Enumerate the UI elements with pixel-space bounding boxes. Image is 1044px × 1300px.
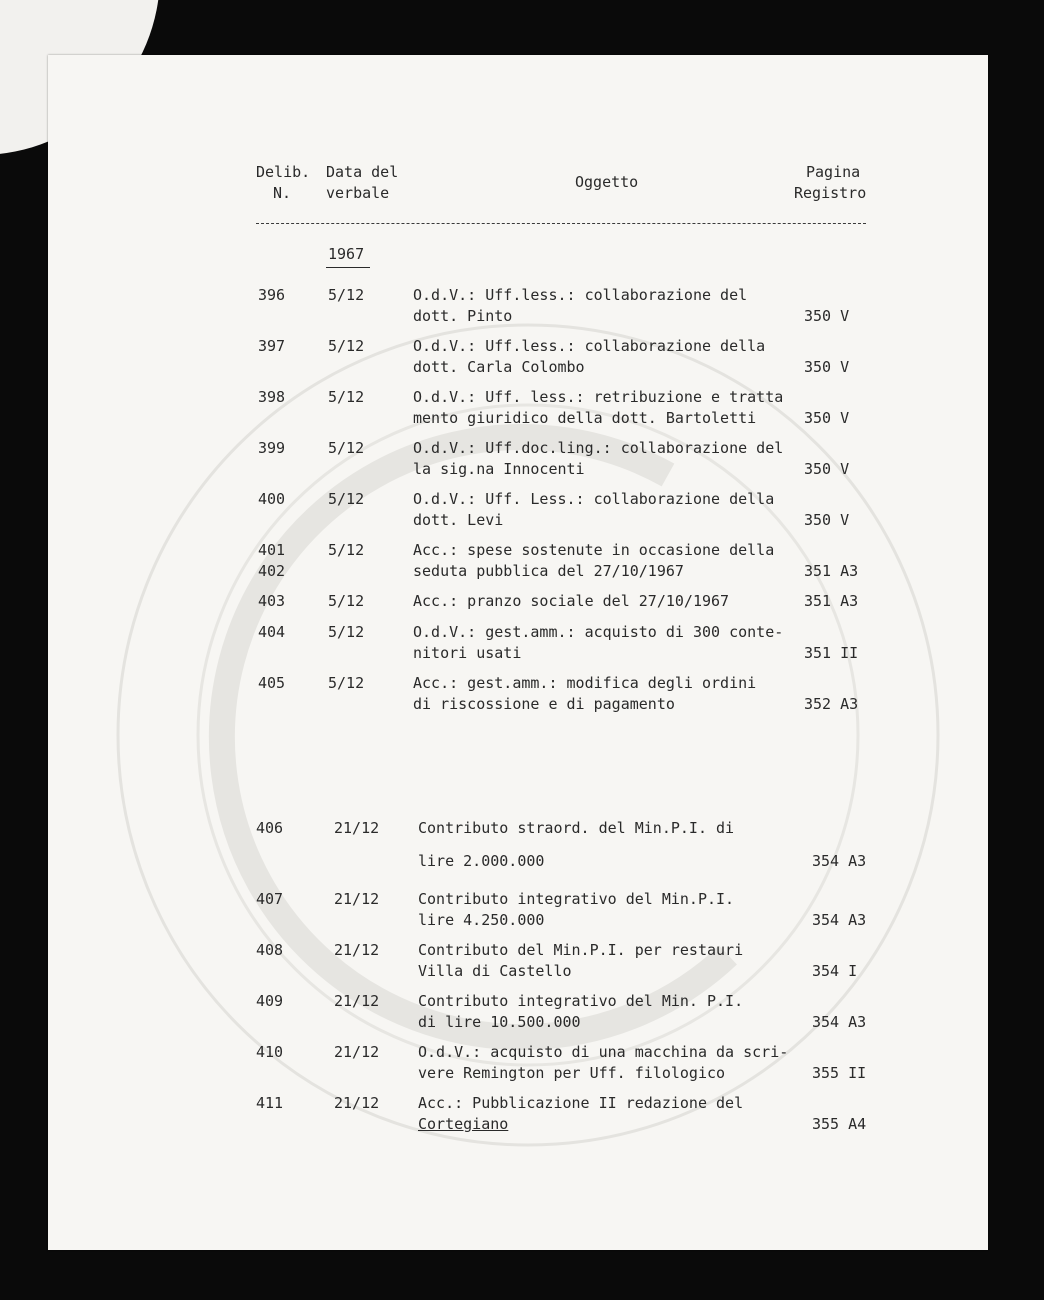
entry-number: 401	[258, 541, 286, 559]
entry-register-page: 350 V	[804, 358, 850, 376]
entry-register-page: 351 II	[804, 644, 859, 662]
entry-register-page: 350 V	[804, 307, 850, 325]
entry-register-page: 352 A3	[804, 695, 859, 713]
entry-subject-line1: Acc.: spese sostenute in occasione della	[413, 541, 775, 559]
entry-register-page: 351 A3	[804, 592, 859, 610]
entry-number: 407	[256, 890, 284, 908]
entry-date: 5/12	[328, 490, 365, 508]
header-n: N.	[273, 184, 292, 202]
entry-subject-line2: seduta pubblica del 27/10/1967	[413, 562, 684, 580]
entry-date: 5/12	[328, 388, 365, 406]
entry-number: 409	[256, 992, 284, 1010]
entry-register-page: 354 A3	[812, 852, 867, 870]
entry-subject-line1: O.d.V.: Uff.less.: collaborazione del	[413, 286, 748, 304]
year-underline	[326, 267, 370, 268]
entry-subject-line2: dott. Pinto	[413, 307, 513, 325]
entry-number: 405	[258, 674, 286, 692]
entry-date: 5/12	[328, 674, 365, 692]
entry-register-page: 355 A4	[812, 1115, 867, 1133]
entry-subject-line2: dott. Carla Colombo	[413, 358, 585, 376]
entry-number: 408	[256, 941, 284, 959]
entry-date: 21/12	[334, 992, 380, 1010]
entry-subject-line1: Acc.: Pubblicazione II redazione del	[418, 1094, 744, 1112]
entry-subject-line1: O.d.V.: gest.amm.: acquisto di 300 conte-	[413, 623, 784, 641]
entry-date: 21/12	[334, 1094, 380, 1112]
entry-number: 404	[258, 623, 286, 641]
entry-subject-line1: Contributo straord. del Min.P.I. di	[418, 819, 735, 837]
entry-number: 396	[258, 286, 286, 304]
entry-register-page: 355 II	[812, 1064, 867, 1082]
entry-subject-line2: lire 4.250.000	[418, 911, 545, 929]
entry-number: 403	[258, 592, 286, 610]
entry-subject-line1: O.d.V.: Uff. Less.: collaborazione della	[413, 490, 775, 508]
entry-subject-line1: O.d.V.: Uff.less.: collaborazione della	[413, 337, 766, 355]
entry-subject-line1: Acc.: pranzo sociale del 27/10/1967	[413, 592, 730, 610]
entry-number: 399	[258, 439, 286, 457]
header-oggetto: Oggetto	[575, 173, 639, 191]
header-pagina-line2: Registro	[794, 184, 867, 202]
year-label: 1967	[328, 245, 365, 263]
entry-subject-line2: Cortegiano	[418, 1115, 509, 1133]
entry-number: 397	[258, 337, 286, 355]
header-data-line2: verbale	[326, 184, 390, 202]
entry-subject-line2: nitori usati	[413, 644, 522, 662]
entry-subject-line1: Contributo integrativo del Min. P.I.	[418, 992, 744, 1010]
entry-register-page: 354 A3	[812, 911, 867, 929]
entry-date: 21/12	[334, 890, 380, 908]
entry-date: 5/12	[328, 337, 365, 355]
entry-date: 5/12	[328, 439, 365, 457]
entry-number: 411	[256, 1094, 284, 1112]
entry-date: 21/12	[334, 1043, 380, 1061]
entry-register-page: 350 V	[804, 460, 850, 478]
entry-subject-line2: vere Remington per Uff. filologico	[418, 1064, 726, 1082]
entry-subject-line2: lire 2.000.000	[418, 852, 545, 870]
entry-number: 406	[256, 819, 284, 837]
entry-subject-line1: Acc.: gest.amm.: modifica degli ordini	[413, 674, 757, 692]
entry-number: 410	[256, 1043, 284, 1061]
entry-subject-line1: O.d.V.: Uff. less.: retribuzione e tratta	[413, 388, 784, 406]
entry-date: 5/12	[328, 592, 365, 610]
entry-subject-line1: O.d.V.: Uff.doc.ling.: collaborazione del	[413, 439, 784, 457]
entry-subject-line1: O.d.V.: acquisto di una macchina da scri-	[418, 1043, 789, 1061]
entry-register-page: 351 A3	[804, 562, 859, 580]
entry-register-page: 354 A3	[812, 1013, 867, 1031]
entry-subject-line1: Contributo del Min.P.I. per restauri	[418, 941, 744, 959]
entry-subject-line2: la sig.na Innocenti	[413, 460, 585, 478]
entry-subject-line2: dott. Levi	[413, 511, 504, 529]
entry-number-secondary: 402	[258, 562, 286, 580]
entry-date: 21/12	[334, 819, 380, 837]
header-pagina-line1: Pagina	[806, 163, 861, 181]
entry-subject-line2: di riscossione e di pagamento	[413, 695, 675, 713]
entry-date: 21/12	[334, 941, 380, 959]
entry-number: 400	[258, 490, 286, 508]
entry-subject-line2: di lire 10.500.000	[418, 1013, 581, 1031]
entry-subject-line2: Villa di Castello	[418, 962, 572, 980]
entry-date: 5/12	[328, 286, 365, 304]
entry-subject-line1: Contributo integrativo del Min.P.I.	[418, 890, 735, 908]
document-page	[48, 55, 988, 1250]
header-divider	[256, 223, 866, 224]
header-delib: Delib.	[256, 163, 311, 181]
entry-date: 5/12	[328, 623, 365, 641]
entry-register-page: 350 V	[804, 409, 850, 427]
entry-number: 398	[258, 388, 286, 406]
entry-subject-line2: mento giuridico della dott. Bartoletti	[413, 409, 757, 427]
header-data-line1: Data del	[326, 163, 399, 181]
entry-date: 5/12	[328, 541, 365, 559]
entry-register-page: 354 I	[812, 962, 858, 980]
entry-register-page: 350 V	[804, 511, 850, 529]
